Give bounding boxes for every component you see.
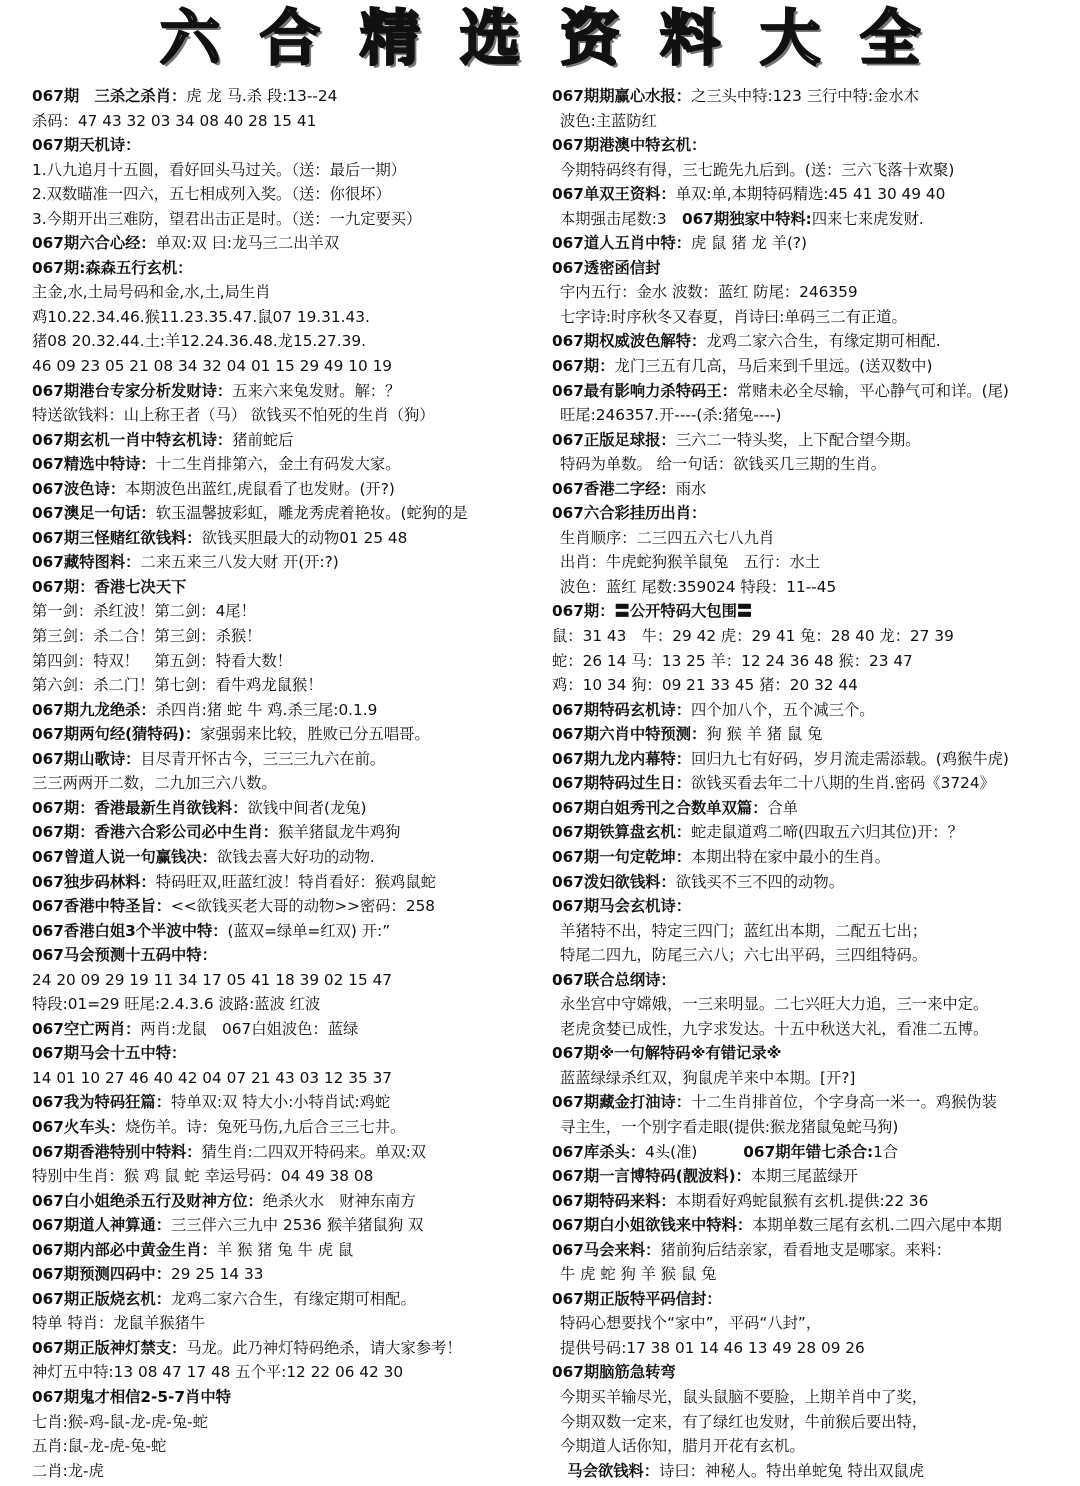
line-heading: 067我为特码狂篇： (32, 1093, 172, 1112)
line-heading: 067正版足球报： (552, 430, 676, 449)
line-text: 之三头中特:123 三行中特:金水木 (691, 87, 919, 105)
line-heading: 067期白小姐欲钱来中特料： (552, 1216, 753, 1235)
line-text: 神灯五中特:13 08 47 17 48 五个平:12 22 06 42 30 (32, 1363, 404, 1382)
line-text: 蓝蓝绿绿杀红双，狗鼠虎羊来中本期。[开?] (560, 1068, 856, 1087)
line-heading: 067期特码过生日： (552, 774, 692, 793)
line-text: 二肖:龙-虎 (32, 1461, 104, 1480)
line-text: 狗 猴 羊 猪 鼠 兔 (706, 725, 823, 744)
line-text: 三三两两开二数，二九加三六八数。 (32, 774, 277, 793)
text-line (552, 526, 1076, 551)
text-line (32, 698, 544, 723)
line-text: 猪前蛇后 (232, 430, 294, 449)
line-heading: 067精选中特诗： (32, 455, 156, 474)
line-text: 龙鸡二家六合生，有缘定期可相配。 (171, 1289, 416, 1308)
text-line (552, 1189, 1076, 1214)
line-text: 特送欲钱料：山上称王者（马） 欲钱买不怕死的生肖（狗） (32, 406, 435, 425)
text-line (32, 1287, 544, 1312)
text-line (32, 968, 544, 993)
text-line (552, 1410, 1076, 1435)
text-line (32, 1066, 544, 1091)
text-line (552, 1041, 1076, 1066)
line-heading: 067期六肖中特预测： (552, 725, 707, 744)
line-text: 46 09 23 05 21 08 34 32 04 01 15 29 49 10 19 (32, 357, 393, 376)
line-text: 四个加八个，五个减三个。 (691, 700, 875, 719)
text-line (552, 771, 1076, 796)
line-text: 第六剑：杀二门！第七剑：看牛鸡龙鼠猴！ (32, 676, 323, 695)
line-heading: 067期正版烧玄机： (32, 1289, 172, 1308)
text-line (32, 624, 544, 649)
line-heading: 067期九龙绝杀： (32, 700, 156, 719)
line-heading: 067期一句定乾坤： (552, 847, 692, 866)
text-line (552, 1066, 1076, 1091)
text-line (32, 207, 544, 232)
text-line (552, 1287, 1076, 1312)
text-line (552, 403, 1076, 428)
line-text: 旺尾:246357.开----(杀:猪兔----) (560, 406, 782, 425)
text-line (32, 182, 544, 207)
text-line (552, 1459, 1076, 1484)
line-text: 今期买羊输尽光，鼠头鼠脑不要脸，上期羊肖中了奖， (560, 1387, 928, 1406)
line-text: 特码心想要找个“家中”，平码“八封”， (560, 1314, 822, 1333)
line-text: 虎 鼠 猪 龙 羊(?) (691, 234, 808, 253)
text-line (552, 84, 1076, 109)
text-line (32, 599, 544, 624)
text-line (552, 673, 1076, 698)
text-line (552, 919, 1076, 944)
line-text: 波色:主蓝防红 (560, 111, 657, 130)
line-text: 寻主生，一个别字看走眼(提供:猴龙猪鼠兔蛇马狗) (560, 1117, 899, 1136)
line-text: 二来五来三八发大财 开(开:?) (140, 553, 339, 572)
title-char: 精 (360, 4, 420, 74)
line-heading: 067期正版神灯禁支： (32, 1338, 187, 1357)
line-text: 本期强击尾数:3 067期独家中特料:四来七来虎发财. (560, 209, 924, 228)
text-line (552, 943, 1076, 968)
line-heading: 067期:森森五行玄机： (32, 258, 193, 277)
text-line (32, 133, 544, 158)
line-text: 宇内五行：金水 波数：蓝红 防尾：246359 (560, 283, 858, 302)
line-heading: 067香港二字经： (552, 479, 676, 498)
text-line (32, 771, 544, 796)
text-line (552, 1213, 1076, 1238)
text-line (32, 109, 544, 134)
text-line (552, 747, 1076, 772)
line-text: 羊 猴 猪 兔 牛 虎 鼠 (216, 1240, 354, 1259)
text-line (32, 870, 544, 895)
line-heading: 067期：香港七决天下 (32, 577, 187, 596)
line-heading: 067期两句经(猜特码)： (32, 725, 201, 744)
line-text: 七肖:猴-鸡-鼠-龙-虎-兔-蛇 (32, 1412, 208, 1431)
line-text: 欲钱买不三不四的动物。 (675, 872, 844, 891)
text-line (552, 1115, 1076, 1140)
line-heading: 067期 三杀之杀肖： (32, 87, 187, 105)
line-text: 特单双:双 特大小:小特肖试:鸡蛇 (171, 1093, 391, 1112)
line-heading: 067期一言博特码(靓波料)： (552, 1167, 751, 1186)
text-line (32, 280, 544, 305)
text-line (32, 747, 544, 772)
line-heading: 067期香港特别中特料： (32, 1142, 202, 1161)
text-line (552, 329, 1076, 354)
line-text: 欲钱买胆最大的动物01 25 48 (201, 528, 408, 547)
text-line (552, 1090, 1076, 1115)
text-line (32, 84, 544, 109)
text-line (32, 1164, 544, 1189)
line-heading: 067马会预测十五码中特： (32, 946, 217, 965)
line-text: 今期道人话你知，腊月开花有玄机。 (560, 1437, 805, 1456)
text-line (32, 158, 544, 183)
text-line (552, 1360, 1076, 1385)
line-text: 本期波色出蓝红,虎鼠看了也发财。(开?) (125, 479, 395, 498)
line-text: 3.今期开出三难防，望君出击正是时。（送：一九定要买） (32, 209, 422, 228)
line-heading: 067期马会十五中特： (32, 1044, 187, 1063)
text-line (32, 673, 544, 698)
text-line (32, 649, 544, 674)
text-line (32, 501, 544, 526)
text-line (32, 1090, 544, 1115)
line-heading: 067道人五肖中特： (552, 234, 692, 253)
title-char: 六 (160, 4, 220, 74)
line-heading: 067期天机诗： (32, 136, 141, 155)
line-heading: 067最有影响力杀特码王： (552, 381, 737, 400)
text-line (552, 550, 1076, 575)
line-heading: 067香港中特圣旨： (32, 897, 172, 916)
text-line (32, 1189, 544, 1214)
text-line (552, 379, 1076, 404)
text-line (552, 452, 1076, 477)
line-heading: 067期脑筋急转弯 (552, 1363, 676, 1382)
line-heading: 067期九龙内幕特： (552, 749, 692, 768)
line-text: 常赌未必全尽输，平心静气可和详。(尾) (736, 381, 1009, 400)
line-heading: 067透密函信封 (552, 258, 661, 277)
line-text: 鼠：31 43 牛：29 42 虎：29 41 兔：28 40 龙：27 39 (552, 627, 954, 646)
line-heading: 067期六合心经： (32, 234, 156, 253)
line-heading: 067期： (552, 357, 615, 376)
text-line (32, 1262, 544, 1287)
line-heading: 067期：〓公开特码大包围〓 (552, 602, 753, 621)
line-text: (蓝双=绿单=红双) 开:” (227, 921, 391, 940)
line-text: 龙鸡二家六合生，有缘定期可相配. (706, 332, 941, 351)
line-text: 特码旺双,旺蓝红波！特肖看好：猴鸡鼠蛇 (155, 872, 436, 891)
line-heading: 067期※一句解特码※有错记录※ (552, 1044, 782, 1063)
text-line (32, 256, 544, 281)
line-text: 出肖：牛虎蛇狗猴羊鼠兔 五行：水土 (560, 553, 821, 572)
line-text: 合单 (767, 798, 799, 817)
line-text: 波色：蓝红 尾数:359024 特段：11--45 (560, 577, 837, 596)
line-text: 蛇走鼠道鸡二啼(四取五六归其位)开：？ (691, 823, 963, 842)
text-line (32, 1459, 544, 1484)
line-text: 杀码：47 43 32 03 34 08 40 28 15 41 (32, 111, 317, 130)
text-line (32, 1017, 544, 1042)
line-heading: 067六合彩挂历出肖： (552, 504, 707, 523)
line-text: 第三剑：杀二合！第三剑：杀猴！ (32, 627, 262, 646)
line-text: 第四剑：特双！ 第五剑：特看大数！ (32, 651, 293, 670)
line-heading: 067马会来料： (552, 1240, 661, 1259)
title-char: 资 (560, 4, 620, 74)
title-char: 全 (860, 4, 920, 74)
left-column (32, 84, 544, 1483)
text-line (552, 305, 1076, 330)
text-line (32, 526, 544, 551)
text-line (32, 1311, 544, 1336)
line-text: 本期三尾蓝绿开 (750, 1167, 858, 1186)
line-heading: 067期三怪赌红欲钱料： (32, 528, 202, 547)
line-heading: 067期鬼才相信2-5-7肖中特 (32, 1387, 231, 1406)
line-text: 提供号码:17 38 01 14 46 13 49 28 09 26 (560, 1338, 865, 1357)
line-text: <<欲钱买老大哥的动物>>密码：258 (171, 897, 436, 916)
line-text: 24 20 09 29 19 11 34 17 05 41 18 39 02 15 47 (32, 970, 393, 989)
text-line (552, 133, 1076, 158)
line-text: 老虎贪婪已成性，九字求发达。十五中秋送大礼，看准二五博。 (560, 1019, 989, 1038)
line-heading: 067澳足一句话： (32, 504, 156, 523)
text-line (32, 943, 544, 968)
line-text: 虎 龙 马.杀 段:13--24 (186, 87, 338, 105)
text-line (32, 477, 544, 502)
line-heading: 067库杀头： (552, 1142, 646, 1161)
page-title (0, 6, 1080, 72)
line-text: 猪08 20.32.44.土:羊12.24.36.48.龙15.27.39. (32, 332, 366, 351)
text-line (32, 919, 544, 944)
line-heading: 067期玄机一肖中特玄机诗： (32, 430, 233, 449)
line-heading: 067期：香港六合彩公司必中生肖： (32, 823, 279, 842)
right-column (552, 84, 1076, 1483)
line-heading: 067期特码玄机诗： (552, 700, 692, 719)
title-char: 合 (260, 4, 320, 74)
line-heading: 067藏特图料： (32, 553, 141, 572)
text-line (552, 796, 1076, 821)
text-line (552, 968, 1076, 993)
text-line (32, 329, 544, 354)
text-line (552, 894, 1076, 919)
line-text: 欲钱买看去年二十八期的生肖.密码《3724》 (691, 774, 995, 793)
text-line (552, 1311, 1076, 1336)
line-text: 特尾二四九，防尾三六八；六七出平码，三四组特码。 (560, 946, 928, 965)
line-text: 软玉温馨披彩虹，雕龙秀虎着艳妆。(蛇狗的是 (155, 504, 468, 523)
text-line (552, 1140, 1076, 1165)
line-text: 马龙。此乃神灯特码绝杀，请大家参考！ (186, 1338, 462, 1357)
text-line (552, 870, 1076, 895)
line-text: 2.双数瞄准一四六，五七相成列入奖。（送：你很坏） (32, 185, 391, 204)
line-text: 猜生肖:二四双开特码来。单双:双 (201, 1142, 427, 1161)
line-text: 欲钱去喜大好功的动物. (216, 847, 375, 866)
line-text: 特码为单数。 给一句话：欲钱买几三期的生肖。 (560, 455, 887, 474)
text-line (32, 820, 544, 845)
line-text: 五肖:鼠-龙-虎-兔-蛇 (32, 1437, 167, 1456)
text-line (32, 894, 544, 919)
line-heading: 067联合总纲诗： (552, 970, 676, 989)
title-char: 大 (760, 4, 820, 74)
line-heading: 067期白姐秀刊之合数单双篇： (552, 798, 768, 817)
text-line (552, 698, 1076, 723)
line-heading: 067期铁算盘玄机： (552, 823, 692, 842)
line-text: 七字诗:时序秋冬又春夏，肖诗曰:单码三二有正道。 (560, 307, 907, 326)
line-text: 主金,水,土局号码和金,水,土,局生肖 (32, 283, 271, 302)
line-heading: 067香港白姐3个半波中特： (32, 921, 228, 940)
text-line (552, 649, 1076, 674)
text-line (552, 231, 1076, 256)
text-line (32, 992, 544, 1017)
line-heading: 067独步码林料： (32, 872, 156, 891)
text-line (32, 1336, 544, 1361)
text-line (32, 575, 544, 600)
line-text: 家强弱来比较，胜败已分五唱哥。 (200, 725, 430, 744)
line-text: 欲钱中间者(龙兔) (247, 798, 367, 817)
line-text: 本期看好鸡蛇鼠猴有玄机.提供:22 36 (675, 1191, 929, 1210)
line-text: 单双:单,本期特码精选:45 41 30 49 40 (675, 185, 946, 204)
line-text: 4头(准) 067期年错七杀合:1合 (645, 1142, 899, 1161)
text-line (552, 992, 1076, 1017)
text-line (32, 305, 544, 330)
title-char: 选 (460, 4, 520, 74)
text-line (552, 1262, 1076, 1287)
line-text: 雨水 (675, 479, 707, 498)
line-heading: 067期：香港最新生肖欲钱料： (32, 798, 248, 817)
line-text: 猴羊猪鼠龙牛鸡狗 (278, 823, 401, 842)
line-text: 特别中生肖：猴 鸡 鼠 蛇 幸运号码：04 49 38 08 (32, 1167, 374, 1186)
text-line (552, 1238, 1076, 1263)
line-text: 目尽青开怀古今，三三三九六在前。 (140, 749, 386, 768)
text-line (552, 624, 1076, 649)
line-heading: 067波色诗： (32, 479, 126, 498)
line-heading: 067单双王资料： (552, 185, 676, 204)
line-heading: 067期内部必中黄金生肖： (32, 1240, 217, 1259)
line-heading: 067泼妇欲钱料： (552, 872, 676, 891)
text-line (32, 452, 544, 477)
line-text: 今期双数一定来，有了绿红也发财，牛前猴后要出特， (560, 1412, 928, 1431)
inline-heading: 067期独家中特料: (681, 209, 812, 228)
line-text: 猪前狗后结亲家，看看地支是哪家。来料： (660, 1240, 952, 1259)
line-text: 绝杀火水 财神东南方 (262, 1191, 416, 1210)
text-line (552, 501, 1076, 526)
text-line (32, 403, 544, 428)
line-heading: 067期港澳中特玄机： (552, 136, 707, 155)
line-heading: 马会欲钱料： (552, 1461, 660, 1480)
line-text: 永坐宫中守嫦娥，一三来明显。二七兴旺大力追，三一来中定。 (560, 995, 989, 1014)
text-line (552, 158, 1076, 183)
line-heading: 067期特码来料： (552, 1191, 676, 1210)
line-text: 今期特码终有得，三七跪先九后到。(送：三六飞落十欢聚) (560, 160, 955, 179)
line-text: 回归九七有好码，岁月流走需添载。(鸡猴牛虎) (691, 749, 1009, 768)
line-heading: 067期山歌诗： (32, 749, 141, 768)
line-text: 十二生肖排首位，个字身高一米一。鸡猴伪装 (691, 1093, 997, 1112)
text-line (32, 231, 544, 256)
line-text: 羊猪特不出，特定三四门；蓝红出本期，二配五七出； (560, 921, 928, 940)
line-text: 三三伴六三九中 2536 猴羊猪鼠狗 双 (171, 1216, 424, 1235)
text-line (552, 109, 1076, 134)
line-text: 鸡10.22.34.46.猴11.23.35.47.鼠07 19.31.43. (32, 307, 370, 326)
text-line (32, 1238, 544, 1263)
text-line (552, 1017, 1076, 1042)
line-text: 生肖顺序：二三四五六七八九肖 (560, 528, 775, 547)
text-line (32, 1360, 544, 1385)
text-line (552, 1385, 1076, 1410)
line-text: 29 25 14 33 (171, 1265, 264, 1284)
text-line (32, 1434, 544, 1459)
text-line (552, 256, 1076, 281)
text-line (552, 599, 1076, 624)
text-line (552, 722, 1076, 747)
text-line (552, 1164, 1076, 1189)
text-line (32, 1115, 544, 1140)
line-heading: 067期权威波色解特： (552, 332, 707, 351)
text-line (32, 1041, 544, 1066)
line-text: 诗曰：神秘人。特出单蛇兔 特出双鼠虎 (659, 1461, 925, 1480)
line-heading: 067期马会玄机诗： (552, 897, 692, 916)
line-text: 鸡：10 34 狗：09 21 33 45 猪：20 32 44 (552, 676, 858, 695)
line-heading: 067期期赢心水报： (552, 87, 692, 105)
text-line (32, 845, 544, 870)
text-line (552, 845, 1076, 870)
title-char: 料 (660, 4, 720, 74)
text-line (32, 722, 544, 747)
line-heading: 067期预测四码中： (32, 1265, 172, 1284)
text-line (552, 428, 1076, 453)
text-line (552, 477, 1076, 502)
text-line (552, 182, 1076, 207)
text-line (552, 354, 1076, 379)
line-heading: 067曾道人说一句赢钱决： (32, 847, 217, 866)
text-line (32, 428, 544, 453)
line-text: 14 01 10 27 46 40 42 04 07 21 43 03 12 35 37 (32, 1068, 393, 1087)
line-heading: 067期藏金打油诗： (552, 1093, 692, 1112)
line-text: 特单 特肖：龙鼠羊猴猪牛 (32, 1314, 206, 1333)
text-line (32, 354, 544, 379)
line-text: 龙门三五有几高，马后来到千里远。(送双数中) (614, 357, 933, 376)
line-heading: 067期道人神算通： (32, 1216, 172, 1235)
line-heading: 067期港台专家分析发财诗： (32, 381, 233, 400)
line-text: 两肖:龙鼠 067白姐波色：蓝绿 (140, 1019, 359, 1038)
text-line (552, 820, 1076, 845)
line-text: 牛 虎 蛇 狗 羊 猴 鼠 兔 (560, 1265, 717, 1284)
text-line (32, 550, 544, 575)
text-line (552, 575, 1076, 600)
line-text: 烧伤羊。诗：兔死马伤,九后合三三七井。 (125, 1117, 406, 1136)
line-heading: 067火车头： (32, 1117, 126, 1136)
line-text: 杀四肖:猪 蛇 牛 鸡.杀三尾:0.1.9 (155, 700, 378, 719)
line-text: 1.八九追月十五圆，看好回头马过关。（送：最后一期） (32, 160, 407, 179)
text-line (32, 1213, 544, 1238)
line-text: 特段:01=29 旺尾:2.4.3.6 波路:蓝波 红波 (32, 995, 321, 1014)
line-text: 蛇：26 14 马：13 25 羊：12 24 36 48 猴：23 47 (552, 651, 913, 670)
text-line (552, 1434, 1076, 1459)
line-heading: 067白小姐绝杀五行及财神方位： (32, 1191, 263, 1210)
text-line (32, 1140, 544, 1165)
text-line (552, 1336, 1076, 1361)
text-line (32, 1385, 544, 1410)
inline-heading: 067期年错七杀合: (743, 1142, 874, 1161)
line-heading: 067空亡两肖： (32, 1019, 141, 1038)
line-heading: 067期正版特平码信封： (552, 1289, 722, 1308)
line-text: 单双:双 曰:龙马三二出羊双 (155, 234, 340, 253)
line-text: 第一剑：杀红波！第二剑：4尾！ (32, 602, 256, 621)
line-text: 本期单数三尾有玄机.二四六尾中本期 (752, 1216, 1002, 1235)
line-text: 十二生肖排第六，金土有码发大家。 (155, 455, 401, 474)
text-line (32, 379, 544, 404)
text-line (552, 280, 1076, 305)
text-line (32, 796, 544, 821)
text-line (32, 1410, 544, 1435)
text-line (552, 207, 1076, 232)
line-text: 三六二一特头奖，上下配合望今期。 (675, 430, 921, 449)
line-text: 本期出特在家中最小的生肖。 (691, 847, 890, 866)
line-text: 五来六来兔发财。解：？ (232, 381, 401, 400)
